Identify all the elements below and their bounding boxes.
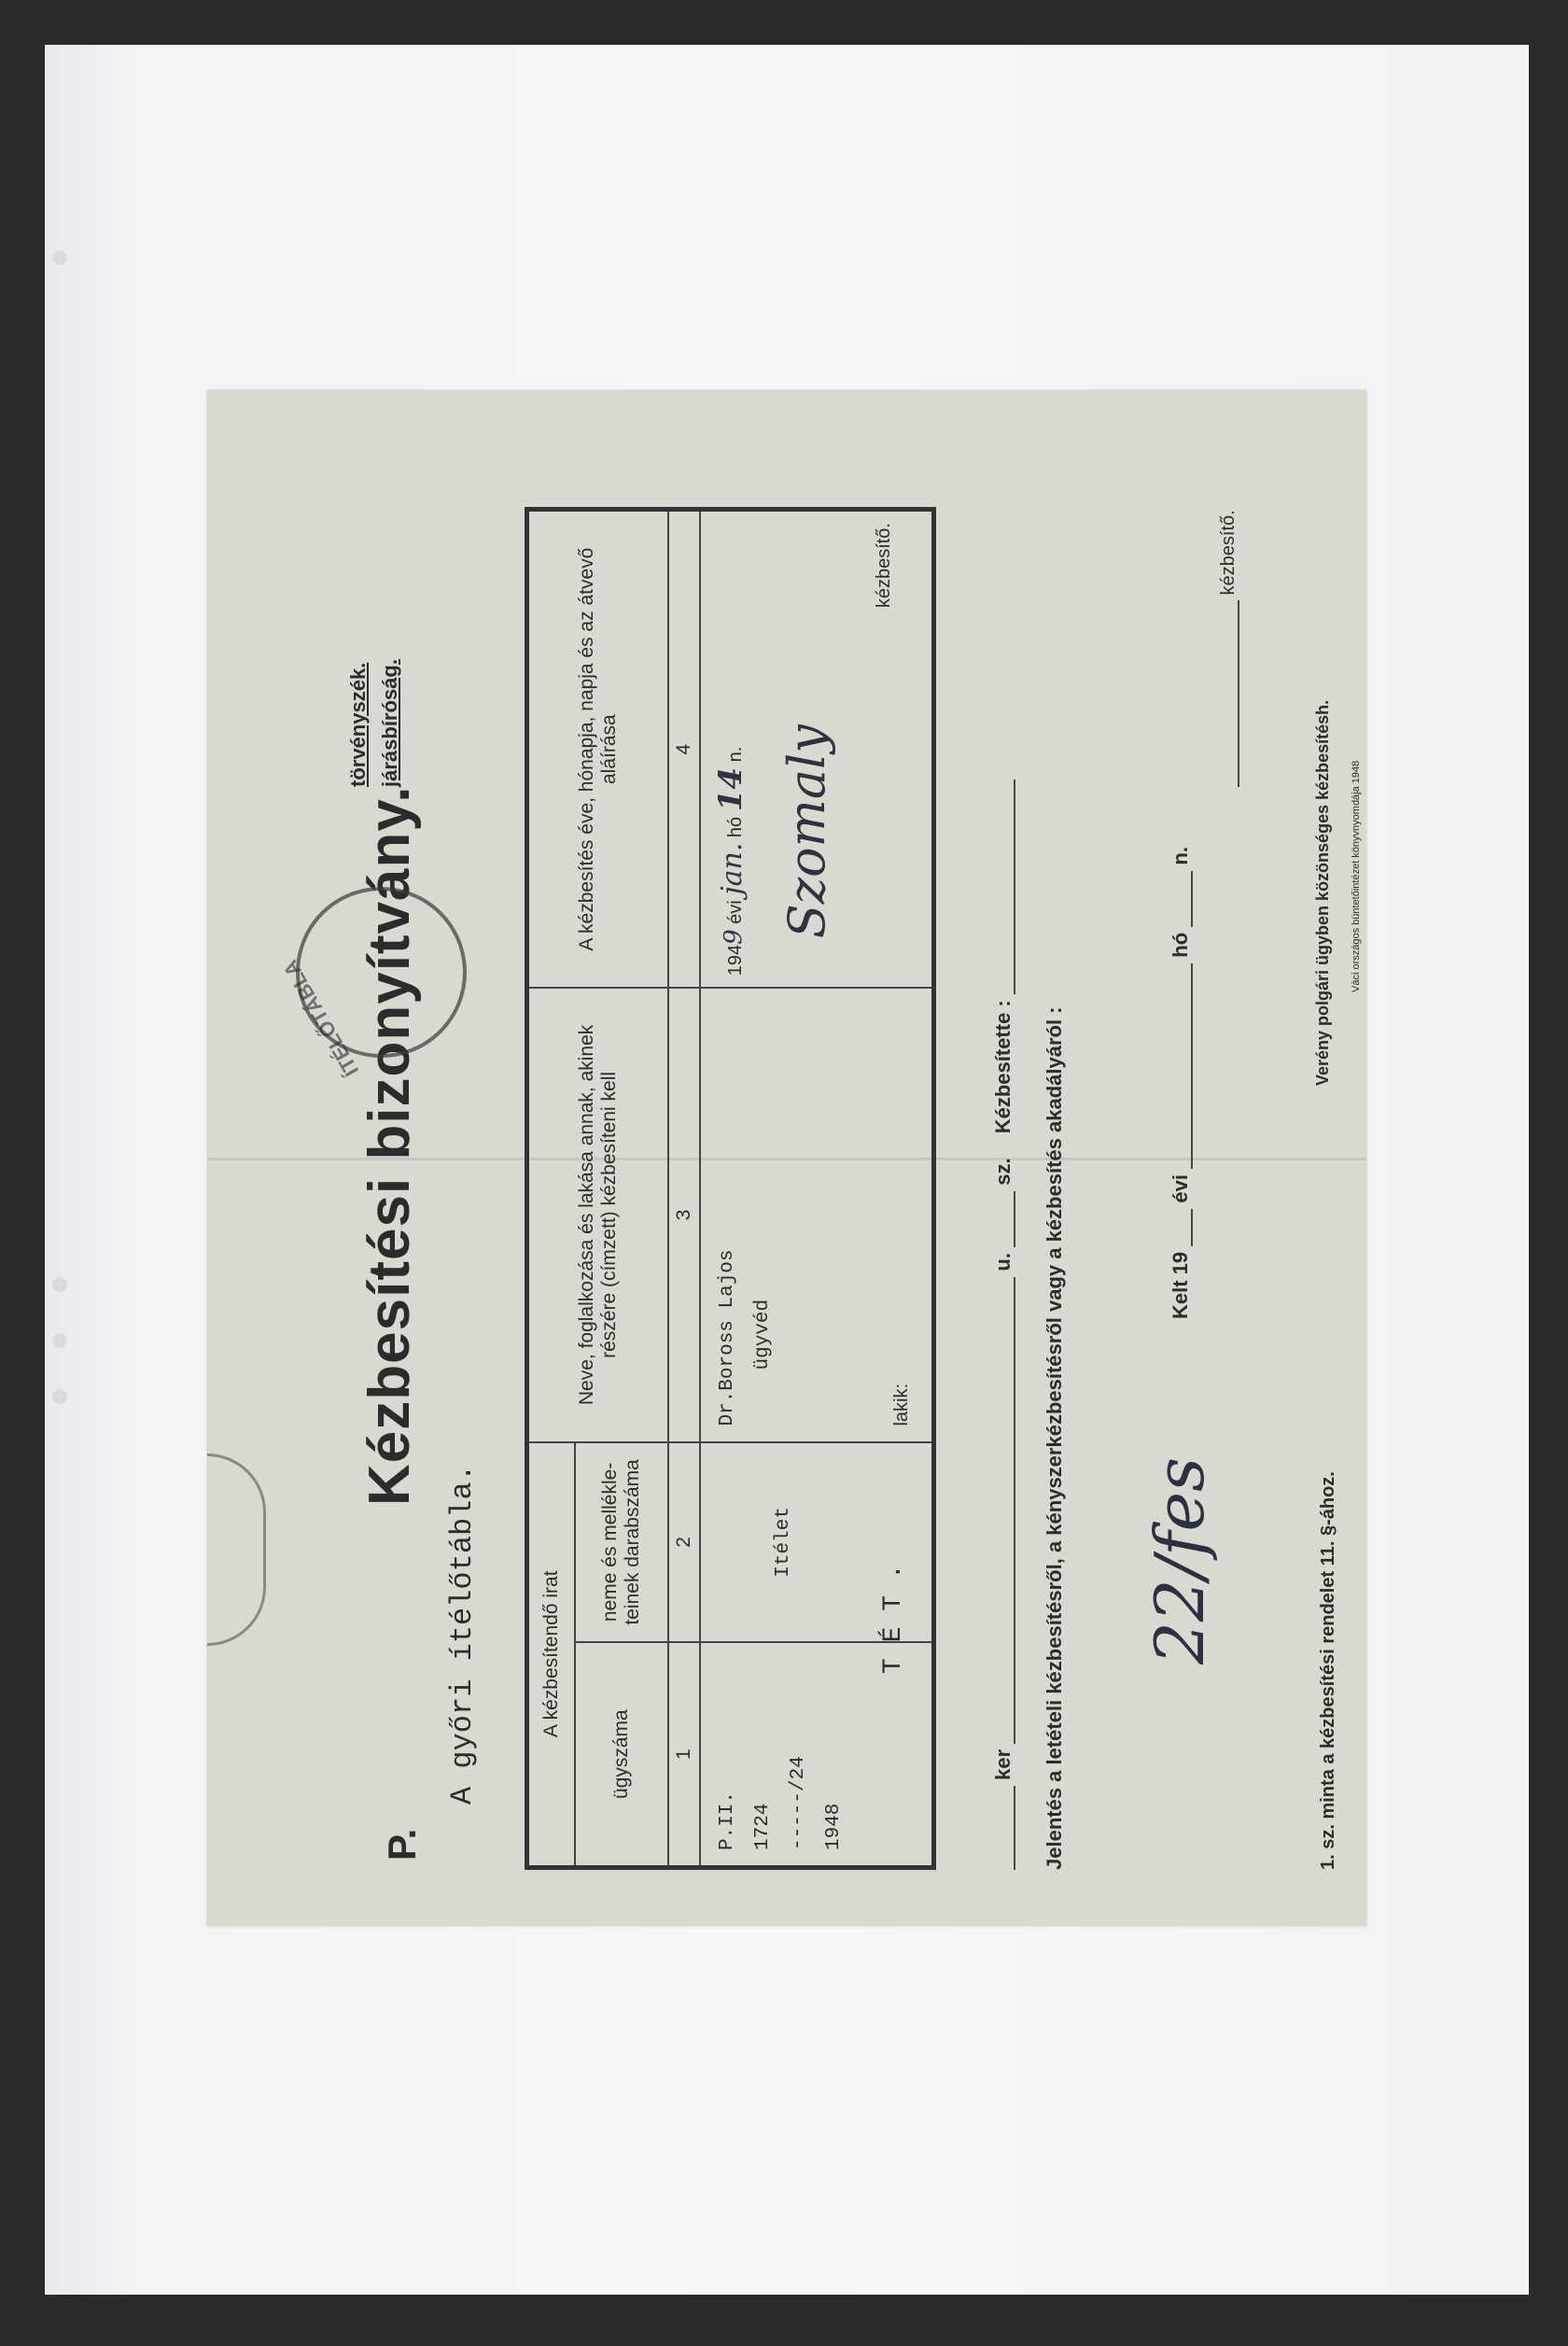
dated-row: [1169, 847, 1193, 1319]
month-handwritten: jan.: [716, 842, 749, 895]
case-line: 1724: [752, 1803, 774, 1850]
form-letter: P.: [380, 1828, 424, 1861]
dated-year-label: évi: [1169, 1174, 1192, 1203]
delivery-date-line: [712, 523, 749, 976]
column-number: 1: [668, 1642, 700, 1867]
binder-hole: [52, 250, 67, 265]
dated-label: Kelt 19: [1169, 1251, 1192, 1319]
recipient-title: ügyvéd: [752, 1299, 774, 1370]
month-blank: [1169, 963, 1193, 1169]
delivered-by-blank: [991, 780, 1015, 994]
dated-day-label: n.: [1169, 847, 1192, 865]
binder-hole: [52, 1389, 67, 1404]
year-handwritten: 9: [720, 929, 748, 945]
document-type: Itélet: [773, 1507, 794, 1578]
day-suffix: n.: [725, 746, 746, 763]
street-blank: [991, 1277, 1015, 1744]
form-model-note: 1. sz. minta a kézbesítési rendelet 11. §-ához.: [1318, 1471, 1338, 1870]
courier-label: kézbesítő.: [874, 523, 894, 609]
recipient-name: Dr.Boross Lajos: [717, 1249, 738, 1426]
header-delivery-date: A kézbesítés éve, hónapja, napja és az átvevő aláírása: [527, 510, 669, 989]
recipient-cell: [700, 988, 933, 1441]
address-row: [991, 780, 1015, 1870]
column-number: 3: [668, 988, 700, 1441]
address-label: lakik:: [891, 1383, 912, 1426]
margin-handwritten-note: 22/fes: [1141, 1456, 1219, 1665]
header-document-type: neme és mellékle-teinek darabszáma: [575, 1442, 668, 1643]
year-blank: [1169, 1209, 1193, 1246]
case-line: P.II.: [717, 1791, 738, 1850]
case-line: -----/24: [788, 1756, 809, 1850]
delivery-date-cell: [700, 510, 933, 989]
rotated-form: [207, 390, 1366, 1926]
courier-signature-label: kézbesítő.: [1218, 510, 1239, 596]
form-title: Kézbesítési bizonyítvány.: [357, 785, 422, 1506]
year-prefix: 194: [725, 944, 746, 976]
case-line: 1948: [823, 1803, 845, 1850]
number-blank: [991, 1191, 1015, 1247]
street-label: u.: [991, 1253, 1015, 1271]
header-document-group: A kézbesítendő irat: [527, 1442, 576, 1868]
day-blank: [1169, 871, 1193, 927]
dated-month-label: hó: [1169, 932, 1192, 958]
district-blank: [991, 1786, 1015, 1870]
partial-margin-stamp: [207, 1454, 266, 1646]
header-case-number: ügyszáma: [575, 1642, 668, 1867]
delivery-certificate-card: [207, 390, 1366, 1926]
binder-hole: [52, 1333, 67, 1348]
delivery-table: [525, 507, 936, 1870]
court-type-labels: [343, 659, 406, 787]
tet-mark: T É T .: [879, 1564, 908, 1674]
court-type-district: járásbíróság.: [378, 659, 401, 787]
court-type-tribunal: törvényszék.: [346, 662, 370, 787]
header-recipient: Neve, foglalkozása és lakása annak, akinek részére (címzett) kézbesíteni kell: [527, 988, 669, 1441]
number-label: sz.: [991, 1158, 1015, 1186]
binder-hole: [52, 1277, 67, 1292]
column-number: 2: [668, 1442, 700, 1643]
printer-imprint: Váci országos büntetőintézet könyvnyomdája 1948: [1351, 760, 1362, 992]
month-label: hó: [725, 816, 746, 838]
case-number-cell: [700, 1642, 933, 1867]
column-number: 4: [668, 510, 700, 989]
courier-signature-blank: [1215, 600, 1239, 787]
form-usage-note: Verény polgári ügyben közönséges kézbesítésh.: [1313, 699, 1332, 1086]
day-handwritten: 14: [712, 766, 749, 812]
delivered-by-label: Kézbesítette :: [991, 1000, 1015, 1134]
court-name: A győri ítélőtábla.: [445, 1464, 480, 1805]
year-label: évi: [725, 900, 746, 924]
district-label: ker: [991, 1749, 1015, 1780]
courier-signature-line: [1215, 510, 1239, 787]
recipient-signature: Szomaly: [777, 724, 836, 939]
report-heading: Jelentés a letételi kézbesítésről, a kényszerkézbesítésről vagy a kézbesítés akadályáról :: [1043, 1006, 1066, 1870]
court-seal-text: ÍTÉLŐTÁBLA: [278, 956, 364, 1081]
